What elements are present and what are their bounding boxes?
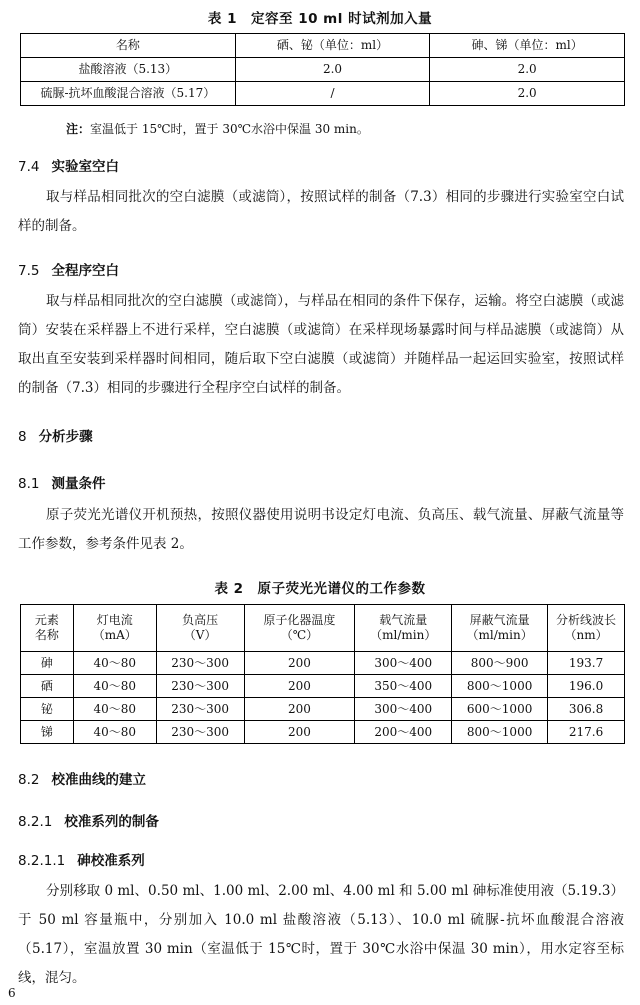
table2-header-cell [21, 605, 74, 652]
section-title: 校准曲线的建立 [51, 772, 146, 788]
table-row [21, 82, 625, 106]
table-cell: 600～1000 [452, 698, 548, 721]
table-cell: 300～400 [355, 652, 452, 675]
header-line: （ml/min） [370, 628, 437, 642]
table2-header-cell [244, 605, 355, 652]
table1-note [66, 120, 369, 137]
section-number: 8.2 [18, 772, 40, 788]
table-row [21, 698, 625, 721]
table-cell: 230～300 [156, 652, 244, 675]
section-number: 8.2.1.1 [18, 853, 66, 869]
section-8-1-heading [18, 472, 105, 492]
header-line: （ml/min） [466, 628, 533, 642]
header-line: 元素 [34, 613, 59, 627]
note-label: 注： [66, 122, 91, 136]
section-7-4-heading [18, 155, 119, 175]
table-row [21, 721, 625, 744]
table-cell: 800～1000 [452, 721, 548, 744]
section-title: 分析步骤 [38, 429, 93, 445]
table-cell: 2.0 [430, 82, 625, 106]
table-cell: 40～80 [73, 698, 156, 721]
table-cell: 40～80 [73, 675, 156, 698]
table-cell: 800～1000 [452, 675, 548, 698]
header-line: 负高压 [182, 613, 219, 627]
section-7-5-heading [18, 259, 119, 279]
table-cell: 铋 [21, 698, 74, 721]
section-title: 测量条件 [51, 476, 106, 492]
table2-header-cell [452, 605, 548, 652]
section-number: 8.1 [18, 476, 40, 492]
table2-caption: 表 2 原子荧光光谱仪的工作参数 [214, 581, 426, 597]
table-cell: 196.0 [548, 675, 625, 698]
table2-header-row [21, 605, 625, 652]
table-cell: 306.8 [548, 698, 625, 721]
section-title: 全程序空白 [51, 263, 119, 279]
header-line: 屏蔽气流量 [469, 613, 530, 627]
table-cell: / [235, 82, 430, 106]
table1-caption: 表 1 定容至 10 ml 时试剂加入量 [207, 11, 433, 27]
table-cell: 200 [244, 721, 355, 744]
table-cell: 300～400 [355, 698, 452, 721]
table-cell: 230～300 [156, 721, 244, 744]
section-7-4-paragraph: 取与样品相同批次的空白滤膜（或滤筒），按照试样的制备（7.3）相同的步骤进行实验室空白试样的制备。 [18, 189, 624, 234]
section-number: 8 [18, 429, 27, 445]
table-cell: 193.7 [548, 652, 625, 675]
table1 [20, 33, 625, 106]
header-line: （V） [183, 628, 217, 642]
section-number: 7.5 [18, 263, 40, 279]
table-cell: 2.0 [430, 58, 625, 82]
table-cell: 硫脲-抗坏血酸混合溶液（5.17） [21, 82, 236, 106]
page-number: 6 [8, 986, 16, 1000]
table-cell: 200 [244, 652, 355, 675]
header-line: （℃） [280, 628, 319, 642]
table1-header-row [21, 34, 625, 58]
table-cell: 盐酸溶液（5.13） [21, 58, 236, 82]
table-cell: 硒 [21, 675, 74, 698]
table2-header-cell [548, 605, 625, 652]
section-number: 7.4 [18, 159, 40, 175]
table-cell: 2.0 [235, 58, 430, 82]
section-title: 实验室空白 [51, 159, 119, 175]
table2-header-cell [355, 605, 452, 652]
section-title: 砷校准系列 [77, 853, 145, 869]
table-row [21, 675, 625, 698]
section-8-2-1-heading [18, 810, 159, 830]
header-line: （nm） [564, 628, 608, 642]
header-line: 灯电流 [96, 613, 133, 627]
header-line: （mA） [92, 628, 137, 642]
table-cell: 230～300 [156, 675, 244, 698]
table1-header-cell: 硒、铋（单位：ml） [235, 34, 430, 58]
table-cell: 200 [244, 675, 355, 698]
note-text: 室温低于 15℃时，置于 30℃水浴中保温 30 min。 [90, 122, 369, 136]
table2-header-cell [156, 605, 244, 652]
section-title: 校准系列的制备 [64, 814, 159, 830]
table2-header-cell [73, 605, 156, 652]
table-cell: 350～400 [355, 675, 452, 698]
table-row [21, 58, 625, 82]
table2 [20, 604, 625, 744]
table-cell: 200 [244, 698, 355, 721]
header-line: 名称 [34, 628, 59, 642]
table1-header-cell: 名称 [21, 34, 236, 58]
section-8-2-1-1-paragraph: 分别移取 0 ml、0.50 ml、1.00 ml、2.00 ml、4.00 ml 和 5.00 ml 砷标准使用液（5.19.3）于 50 ml 容量瓶中，分别加入 10.0 ml 盐酸溶液（5.13）、10.0 ml 硫脲-抗坏血酸混合溶液（5.17），室温放置 30 min（室温低于 15℃时，置于 30℃水浴中保温 30 min），用水定容至标线，混匀。 [18, 883, 624, 986]
section-8-heading [18, 425, 93, 445]
section-8-2-1-1-heading [18, 849, 145, 869]
header-line: 分析线波长 [556, 613, 617, 627]
section-number: 8.2.1 [18, 814, 53, 830]
table-cell: 800～900 [452, 652, 548, 675]
table-cell: 217.6 [548, 721, 625, 744]
section-7-5-paragraph: 取与样品相同批次的空白滤膜（或滤筒），与样品在相同的条件下保存，运输。将空白滤膜（或滤筒）安装在采样器上不进行采样，空白滤膜（或滤筒）在采样现场暴露时间与样品滤膜（或滤筒）从取出直至安装到采样器时间相同，随后取下空白滤膜（或滤筒）并随样品一起运回实验室，按照试样的制备（7.3）相同的步骤进行全程序空白试样的制备。 [18, 293, 624, 396]
table-cell: 230～300 [156, 698, 244, 721]
table-cell: 40～80 [73, 721, 156, 744]
header-line: 原子化器温度 [263, 613, 336, 627]
table-cell: 砷 [21, 652, 74, 675]
table-row [21, 652, 625, 675]
section-8-2-heading [18, 768, 146, 788]
table-cell: 40～80 [73, 652, 156, 675]
table-cell: 200～400 [355, 721, 452, 744]
table-cell: 锑 [21, 721, 74, 744]
header-line: 载气流量 [379, 613, 428, 627]
table1-header-cell: 砷、锑（单位：ml） [430, 34, 625, 58]
section-8-1-paragraph: 原子荧光光谱仪开机预热，按照仪器使用说明书设定灯电流、负高压、载气流量、屏蔽气流量等工作参数，参考条件见表 2。 [18, 507, 624, 552]
